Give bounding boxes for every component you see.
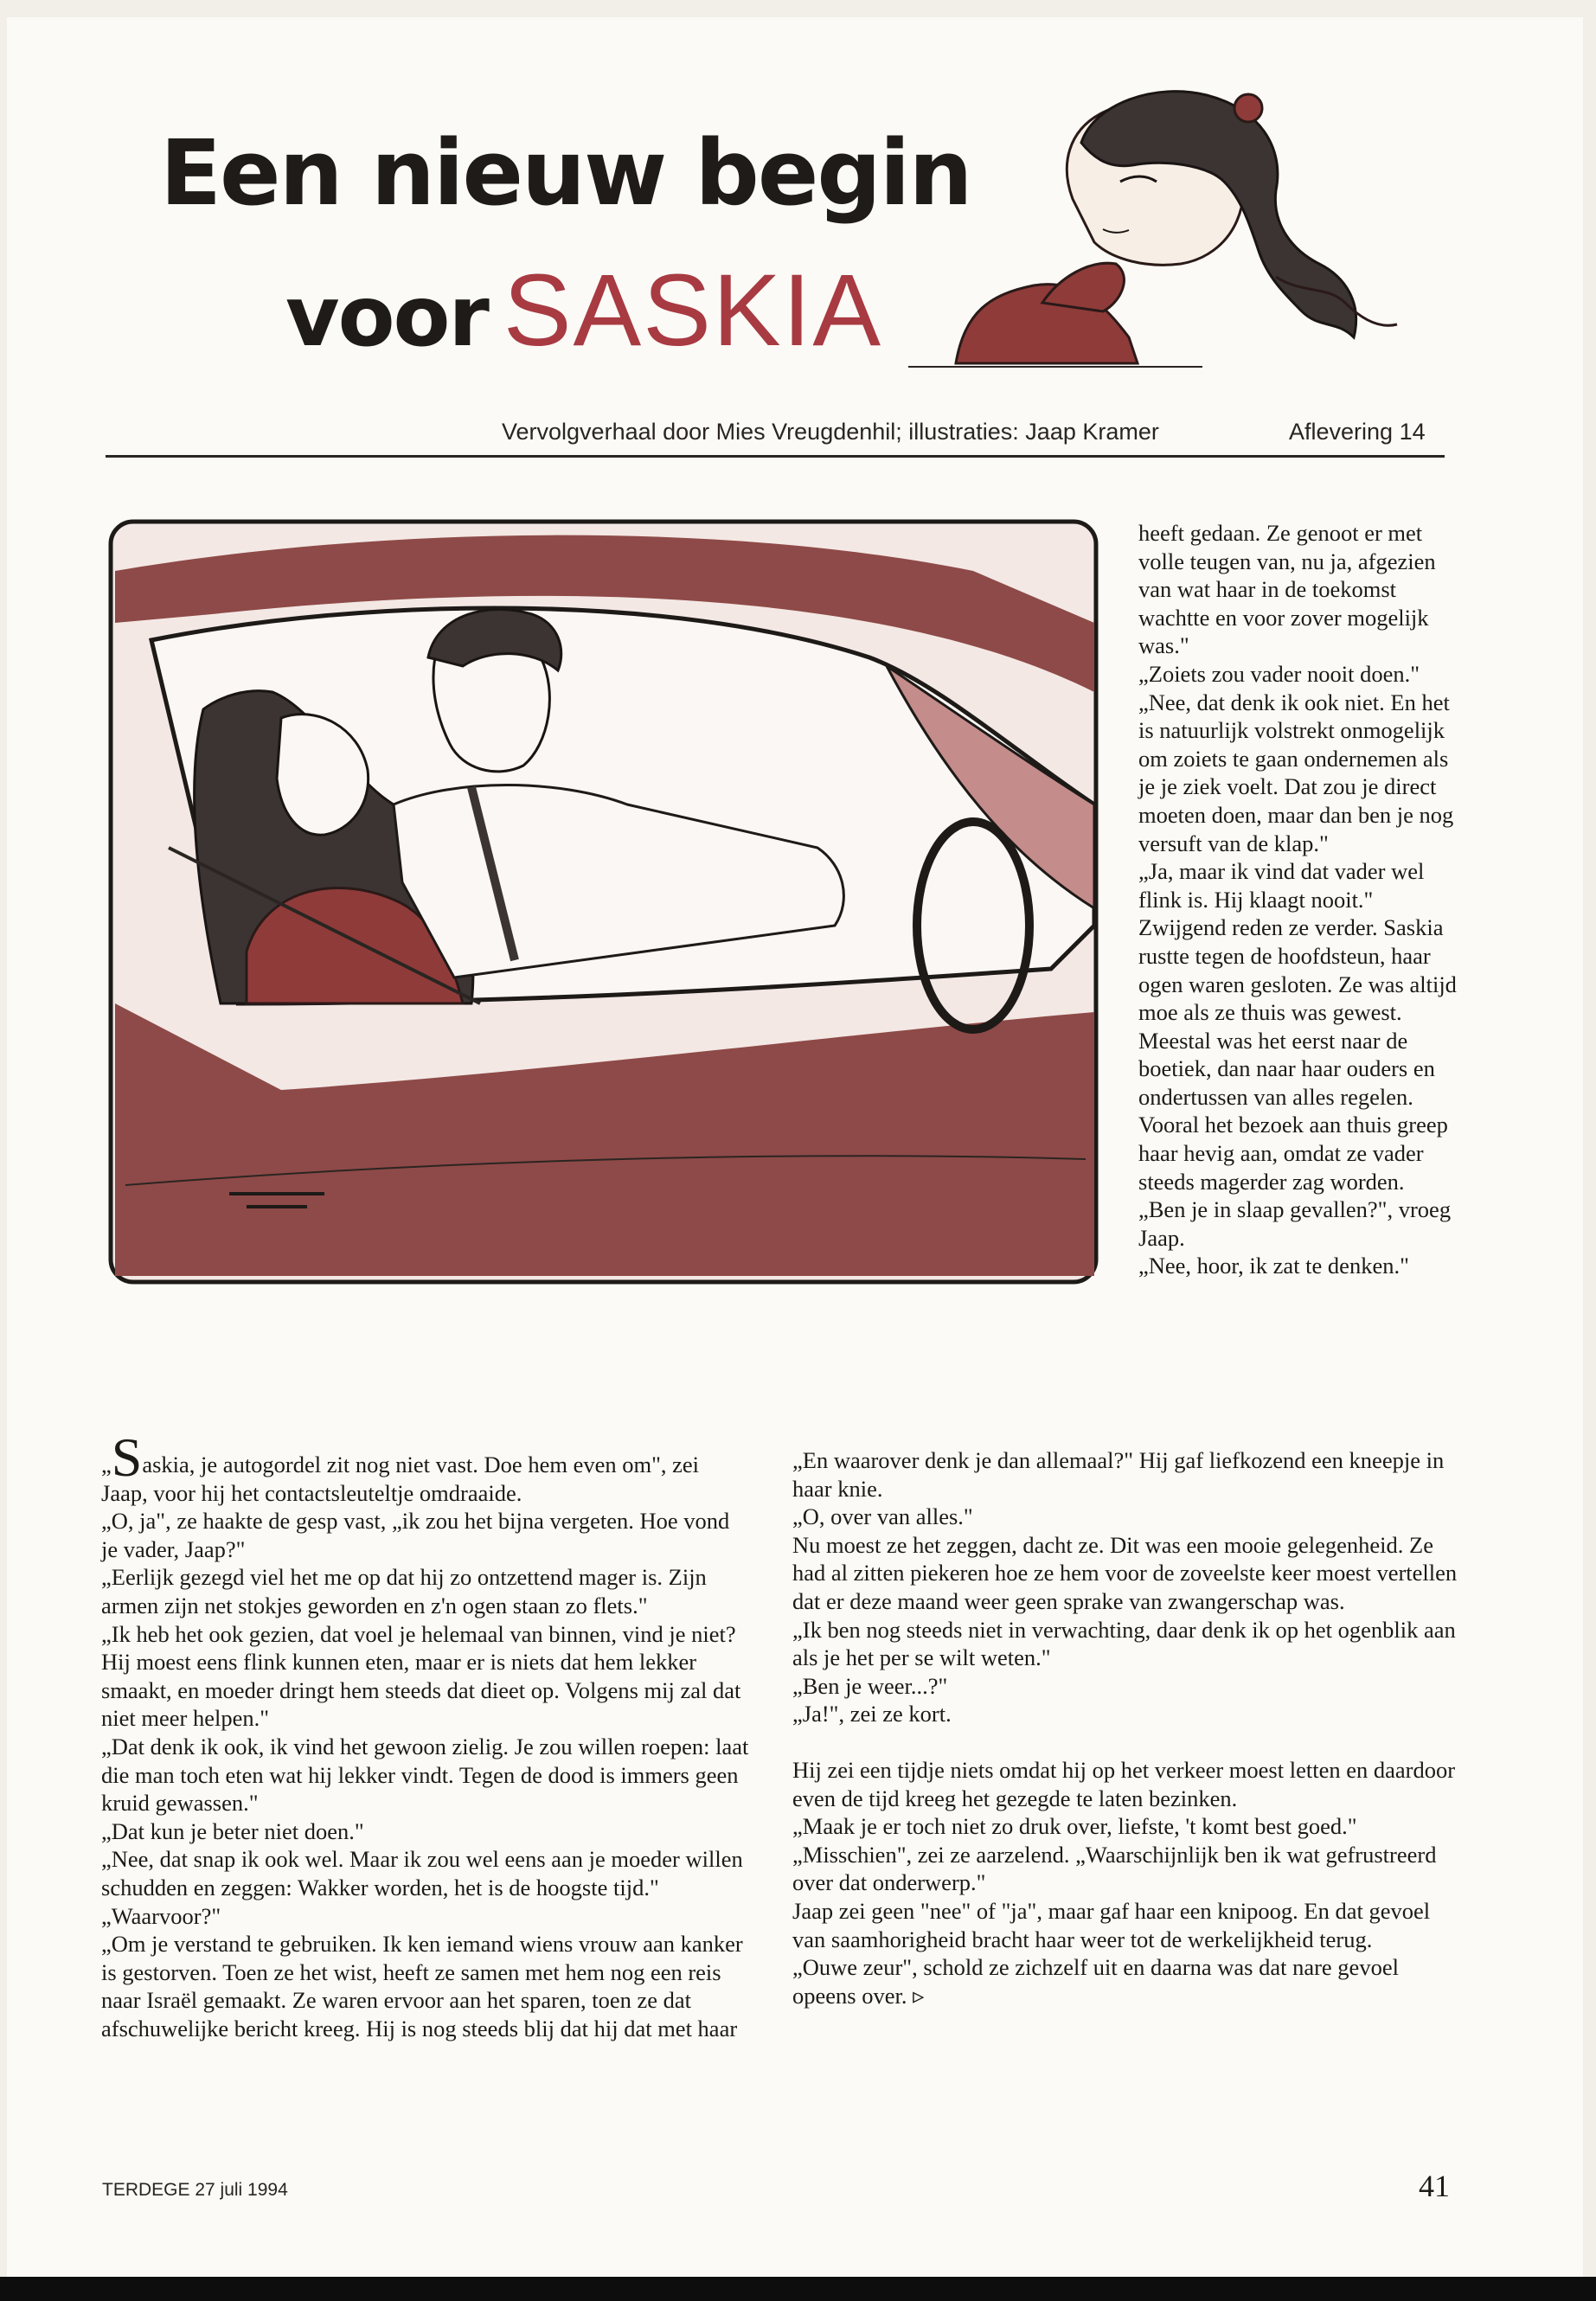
title-word-saskia: SASKIA	[503, 253, 883, 368]
paragraph: „Ben je in slaap gevallen?", vroeg Jaap.	[1138, 1196, 1452, 1251]
episode-label: Aflevering 14	[1289, 419, 1426, 445]
paragraph: „Ik ben nog steeds niet in verwachting, daar denk ik op het ogenblik aan als je het per se wilt weten."	[792, 1616, 1456, 1671]
opening-paragraph	[101, 1426, 750, 1507]
byline: Vervolgverhaal door Mies Vreugdenhil; illustraties: Jaap Kramer	[502, 419, 1159, 445]
paragraph: „O, over van alles."	[792, 1503, 973, 1530]
paragraph: „Ben je weer...?"	[792, 1672, 948, 1699]
car-illustration	[108, 519, 1099, 1285]
paragraph: Zwijgend reden ze verder. Saskia rustte tegen de hoofdsteun, haar ogen waren gesloten. Ze was altijd moe als ze thuis was gewest. Meestal was het eerst naar de boetiek, dan naar haar ouders en ondertussen van alles regelen.	[1138, 914, 1457, 1110]
article-column-right-top	[1138, 519, 1460, 1280]
opening-quote: „	[101, 1452, 112, 1477]
title-line-1: Een nieuw begin	[160, 120, 971, 226]
paragraph: „Ja!", zei ze kort.	[792, 1701, 952, 1727]
paragraph: „Nee, dat denk ik ook niet. En het is natuurlijk volstrekt onmogelijk om zoiets te gaan ondernemen als je je ziek voelt. Dat zou je direct moeten doen, maar dan ben je nog versuft van de klap."	[1138, 689, 1454, 856]
title-word-voor: voor	[285, 268, 488, 365]
paragraph: „Dat kun je beter niet doen."	[101, 1817, 364, 1844]
paragraph: Vooral het bezoek aan thuis greep haar hevig aan, omdat ze vader steeds magerder zag worden.	[1138, 1112, 1448, 1195]
paragraph: „Dat denk ik ook, ik vind het gewoon zielig. Je zou willen roepen: laat die man toch eten wat hij lekker vindt. Tegen de dood is immers geen kruid gewassen."	[101, 1733, 749, 1817]
paragraph: „O, ja", ze haakte de gesp vast, „ik zou het bijna vergeten. Hoe vond je vader, Jaap?"	[101, 1508, 730, 1562]
publication-footer: TERDEGE 27 juli 1994	[102, 2180, 288, 2200]
paragraph: „Misschien", zei ze aarzelend. „Waarschijnlijk ben ik wat gefrustreerd over dat onderwerp."	[792, 1841, 1437, 1896]
paragraph: „Ouwe zeur", schold ze zichzelf uit en daarna was dat nare gevoel opeens over. ▹	[792, 1954, 1399, 2009]
paragraph: „Ik heb het ook gezien, dat voel je helemaal van binnen, vind je niet? Hij moest eens flink kunnen eten, maar er is niets dat hem lekker smaakt, en moeder dringt hem steeds dat dieet op. Volgens mij zal dat niet meer helpen."	[101, 1620, 741, 1732]
paragraph: „Eerlijk gezegd viel het me op dat hij zo ontzettend mager is. Zijn armen zijn net stokjes geworden en z'n ogen staan zo flets."	[101, 1564, 707, 1618]
page-number: 41	[1419, 2169, 1450, 2203]
paragraph: „Nee, dat snap ik ook wel. Maar ik zou wel eens aan je moeder willen schudden en zeggen: Wakker worden, het is de hoogste tijd."	[101, 1846, 743, 1900]
paragraph: „Zoiets zou vader nooit doen."	[1138, 660, 1420, 687]
scan-border	[0, 2277, 1596, 2301]
drop-cap: S	[111, 1426, 143, 1488]
paragraph: „Nee, hoor, ik zat te denken."	[1138, 1253, 1409, 1279]
paragraph: „En waarover denk je dan allemaal?" Hij gaf liefkozend een kneepje in haar knie.	[792, 1447, 1445, 1502]
header-rule	[106, 455, 1445, 458]
article-column-left	[101, 1426, 750, 2042]
paragraph: Nu moest ze het zeggen, dacht ze. Dit was een mooie gelegenheid. Ze had al zitten piekeren hoe ze hem voor de zoveelste keer moest vertellen dat er deze maand weer geen sprake van zwangerschap was.	[792, 1531, 1458, 1614]
paragraph: „Maak je er toch niet zo druk over, liefste, 't komt best goed."	[792, 1813, 1357, 1840]
saskia-portrait-illustration	[930, 78, 1440, 372]
paragraph: Hij zei een tijdje niets omdat hij op het verkeer moest letten en daardoor even de tijd kreeg het gezegde te laten bezinken.	[792, 1756, 1456, 1811]
paragraph-gap	[792, 1728, 1467, 1756]
paragraph: heeft gedaan. Ze genoot er met volle teugen van, nu ja, afgezien van wat haar in de toekomst wachtte en voor zover mogelijk was."	[1138, 520, 1436, 659]
paragraph: Jaap zei geen "nee" of "ja", maar gaf haar een knipoog. En dat gevoel van saamhorigheid bracht haar weer tot de werkelijkheid terug.	[792, 1897, 1431, 1952]
paragraph: „Om je verstand te gebruiken. Ik ken iemand wiens vrouw aan kanker is gestorven. Toen ze het wist, heeft ze samen met hem nog een reis naar Israël gemaakt. Ze waren ervoor aan het sparen, toen ze dat afschuwelijke bericht kreeg. Hij is nog steeds blij dat hij dat met haar	[101, 1931, 743, 2041]
title-line-2	[285, 253, 883, 368]
paragraph: „Ja, maar ik vind dat vader wel flink is. Hij klaagt nooit."	[1138, 858, 1425, 913]
article-column-right-bottom	[792, 1446, 1467, 2009]
paragraph: „Waarvoor?"	[101, 1902, 221, 1929]
opening-text: askia, je autogordel zit nog niet vast. Doe hem even om", zei Jaap, voor hij het contactsleuteltje omdraaide.	[101, 1452, 700, 1506]
